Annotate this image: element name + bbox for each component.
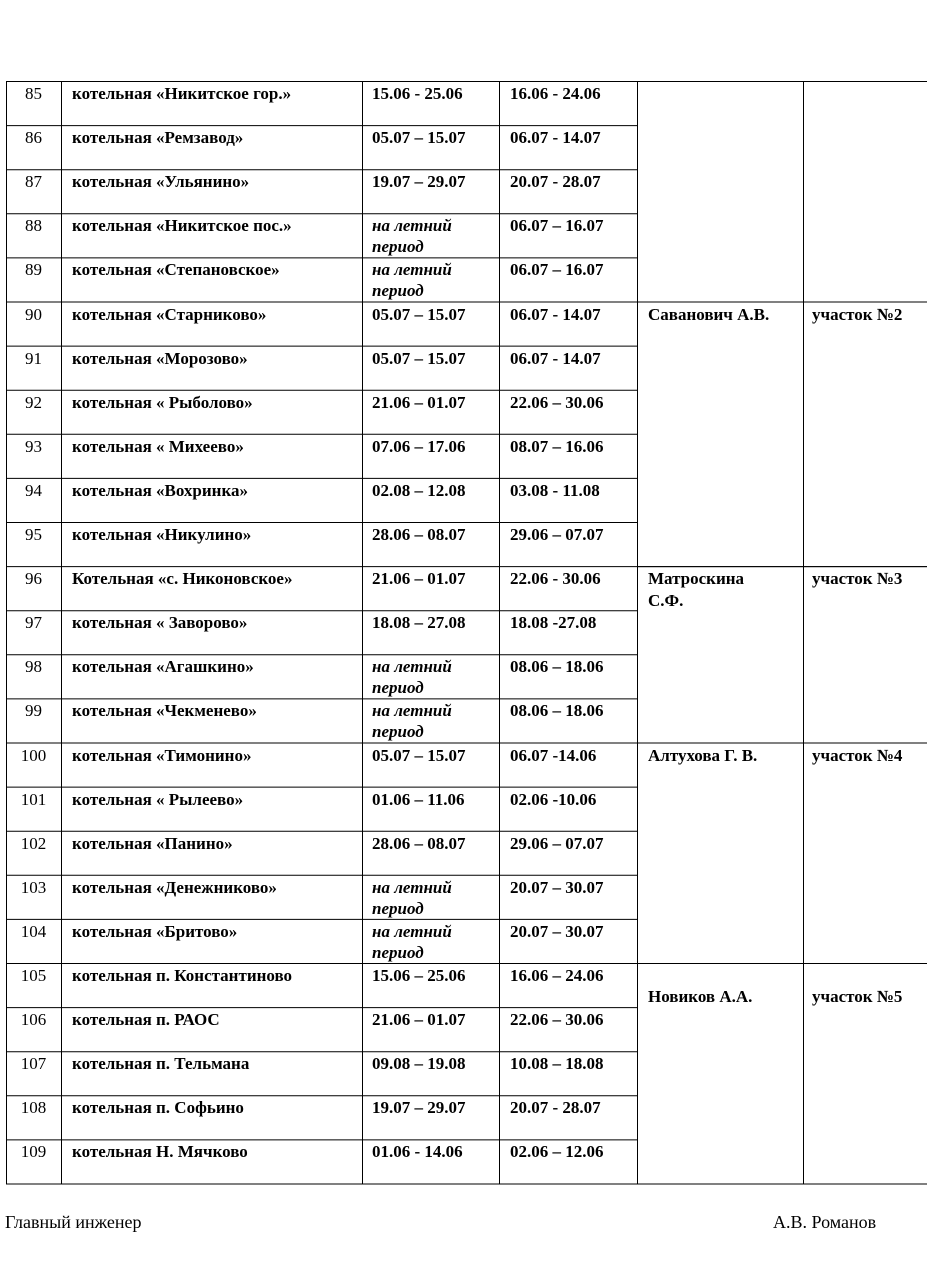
boiler-name: котельная « Рылеево» [72,789,244,809]
responsible-person: Матроскина С.Ф. [648,569,745,611]
repair-period: 16.06 – 24.06 [510,966,604,985]
period-summer-line2: период [372,942,424,962]
area-label: участок №2 [812,304,903,324]
row-number: 99 [25,701,42,721]
repair-period: 06.07 - 14.07 [510,128,601,148]
shutdown-period: 07.06 – 17.06 [372,436,466,456]
shutdown-period: 28.06 – 08.07 [372,833,466,853]
shutdown-period: 09.08 – 19.08 [372,1054,466,1074]
shutdown-period: 19.07 – 29.07 [372,1098,466,1118]
repair-period: 08.07 – 16.06 [510,436,604,456]
row-number: 105 [20,966,47,985]
row-number: 90 [25,304,42,324]
period-summer-line1: на летний [372,701,452,721]
shutdown-period: 05.07 – 15.07 [372,128,466,148]
repair-period: 08.06 – 18.06 [510,701,604,721]
repair-period: 22.06 – 30.06 [510,392,604,412]
row-number: 108 [20,1098,47,1118]
boiler-name: котельная «Никитское гор.» [72,84,292,103]
boiler-name: котельная «Бритово» [72,921,238,941]
row-number: 107 [20,1054,47,1074]
repair-period: 29.06 – 07.07 [510,525,604,544]
shutdown-period: 01.06 – 11.06 [372,789,465,809]
row-number: 109 [20,1142,47,1162]
repair-period: 10.08 – 18.08 [510,1054,604,1074]
period-summer-line1: на летний [372,260,452,280]
shutdown-period: 02.08 – 12.08 [372,480,466,500]
period-summer-line2: период [372,722,424,742]
boiler-name: котельная «Морозово» [72,348,248,368]
repair-period: 16.06 - 24.06 [510,84,601,103]
row-number: 101 [20,789,47,809]
period-summer-line1: на летний [372,657,452,677]
repair-period: 02.06 – 12.06 [510,1142,604,1162]
boiler-name: котельная «Ульянино» [72,172,250,192]
row-number: 87 [25,172,42,192]
repair-period: 20.07 - 28.07 [510,1098,601,1118]
row-number: 98 [25,657,42,677]
shutdown-period: 05.07 – 15.07 [372,304,466,324]
period-summer-line1: на летний [372,216,452,236]
shutdown-period: 21.06 – 01.07 [372,569,466,589]
row-number: 106 [20,1010,47,1030]
boiler-name: котельная « Заворово» [72,613,248,633]
period-summer-line1: на летний [372,877,452,897]
repair-period: 29.06 – 07.07 [510,833,604,853]
boiler-name: котельная Н. Мячково [72,1142,248,1162]
repair-period: 06.07 - 14.07 [510,348,601,368]
row-number: 104 [20,921,47,941]
row-number: 92 [25,392,42,412]
row-number: 86 [25,128,42,148]
boiler-name: котельная «Никулино» [72,525,252,544]
boiler-name: котельная п. Тельмана [72,1054,250,1074]
footer-signer: А.В. Романов [773,1212,877,1232]
repair-period: 06.07 -14.06 [510,745,597,765]
repair-period: 06.07 - 14.07 [510,304,601,324]
repair-period: 20.07 - 28.07 [510,172,601,192]
period-summer-line1: на летний [372,921,452,941]
row-number: 100 [20,745,47,765]
boiler-name: котельная п. РАОС [72,1010,220,1030]
area-label: участок №3 [812,569,903,589]
boiler-name: котельная « Рыболово» [72,392,253,412]
period-summer-line2: период [372,237,424,257]
area-label: участок №5 [812,987,903,1006]
row-number: 88 [25,216,42,236]
row-number: 85 [25,84,42,103]
shutdown-period: 05.07 – 15.07 [372,745,466,765]
repair-period: 20.07 – 30.07 [510,877,604,897]
area-label: участок №4 [812,745,903,765]
repair-period: 22.06 – 30.06 [510,1010,604,1030]
repair-period: 03.08 - 11.08 [510,480,600,500]
boiler-name: котельная «Степановское» [72,260,280,280]
period-summer-line2: период [372,281,424,301]
row-number: 102 [20,833,47,853]
shutdown-period: 21.06 – 01.07 [372,392,466,412]
shutdown-period: 18.08 – 27.08 [372,613,466,633]
boiler-name: котельная «Ремзавод» [72,128,244,148]
responsible-person: Саванович А.В. [648,304,770,324]
row-number: 91 [25,348,42,368]
shutdown-period: 01.06 - 14.06 [372,1142,463,1162]
boiler-name: котельная п. Константиново [72,966,293,985]
repair-period: 20.07 – 30.07 [510,921,604,941]
repair-period: 06.07 – 16.07 [510,216,604,236]
row-number: 95 [25,525,42,544]
row-number: 103 [20,877,47,897]
boiler-name: котельная «Тимонино» [72,745,252,765]
boiler-name: Котельная «с. Никоновское» [72,569,293,589]
row-number: 89 [25,260,42,280]
row-number: 97 [25,613,42,633]
footer-position: Главный инженер [5,1212,142,1232]
shutdown-period: 21.06 – 01.07 [372,1010,466,1030]
repair-period: 08.06 – 18.06 [510,657,604,677]
row-number: 96 [25,569,42,589]
responsible-person: Алтухова Г. В. [648,745,758,765]
shutdown-period: 15.06 - 25.06 [372,84,463,103]
boiler-name: котельная «Чекменево» [72,701,257,721]
repair-period: 18.08 -27.08 [510,613,597,633]
shutdown-period: 28.06 – 08.07 [372,525,466,544]
repair-period: 22.06 - 30.06 [510,569,601,589]
row-number: 93 [25,436,42,456]
period-summer-line2: период [372,678,424,698]
responsible-person: Новиков А.А. [648,987,753,1006]
boiler-name: котельная «Старниково» [72,304,267,324]
row-number: 94 [25,480,42,500]
boiler-name: котельная «Панино» [72,833,233,853]
repair-period: 06.07 – 16.07 [510,260,604,280]
period-summer-line2: период [372,898,424,918]
repair-period: 02.06 -10.06 [510,789,597,809]
boiler-name: котельная «Вохринка» [72,480,249,500]
boiler-name: котельная п. Софьино [72,1098,244,1118]
boiler-name: котельная «Агашкино» [72,657,254,677]
shutdown-period: 05.07 – 15.07 [372,348,466,368]
boiler-name: котельная « Михеево» [72,436,244,456]
boiler-name: котельная «Никитское пос.» [72,216,292,236]
boiler-name: котельная «Денежниково» [72,877,277,897]
shutdown-period: 15.06 – 25.06 [372,966,466,985]
shutdown-period: 19.07 – 29.07 [372,172,466,192]
